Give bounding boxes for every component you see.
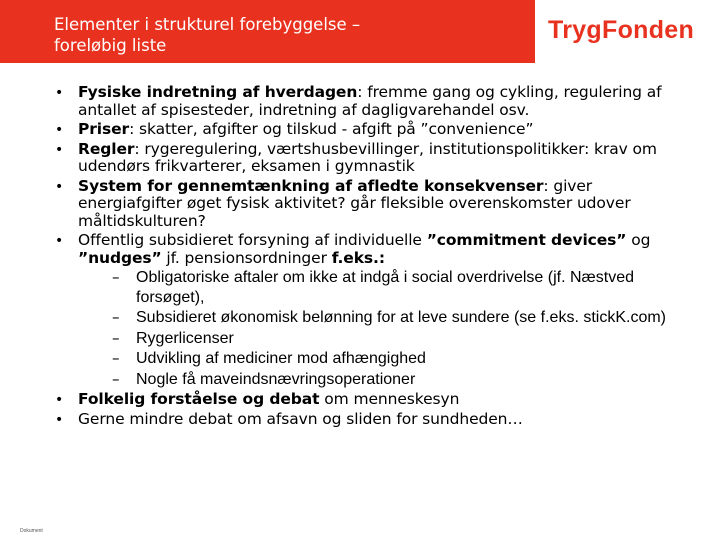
bullet-marker: • xyxy=(55,85,64,101)
bullet-text: Gerne mindre debat om afsavn og sliden for sundheden… xyxy=(78,409,523,428)
title-banner xyxy=(0,0,535,63)
bullet-text: og xyxy=(626,231,651,249)
bullet-text: : rygeregulering, værtshusbevillinger, institutionspolitikker: krav om udendørs frikvarterer, eksamen i gymnastik xyxy=(78,139,657,175)
bullet-heading: System for gennemtænkning af afledte konsekvenser xyxy=(78,176,544,195)
sub-bullet-item xyxy=(0,308,720,328)
slide-title-line-1: Elementer i strukturel forebyggelse – xyxy=(54,15,361,34)
bullet-emphasis-commitment: ”commitment devices” xyxy=(426,231,627,249)
sub-bullet-text: Udvikling af mediciner mod afhængighed xyxy=(136,350,426,367)
bullet-heading: Priser xyxy=(78,120,130,138)
bullet-marker: • xyxy=(55,122,64,138)
bullet-marker: • xyxy=(55,392,64,408)
bullet-item-rules xyxy=(0,141,720,176)
slide-title-line-2: foreløbig liste xyxy=(54,36,167,55)
bullet-heading: Regler xyxy=(78,139,135,158)
bullet-emphasis-feks: f.eks.: xyxy=(331,248,385,267)
bullet-item-less-debate xyxy=(0,411,720,429)
dash-marker: – xyxy=(112,349,120,367)
bullet-marker: • xyxy=(55,178,64,195)
bullet-item-public-supply xyxy=(0,232,720,267)
bullet-marker: • xyxy=(55,233,64,249)
sub-bullet-item xyxy=(0,268,720,307)
bullet-text: : fremme gang og cykling, regulering af antallet af spisesteder, indretning af dagligvarehandel osv. xyxy=(78,83,662,119)
bullet-emphasis-nudges: ”nudges” xyxy=(78,248,162,267)
sub-bullet-item xyxy=(0,329,720,349)
bullet-marker: • xyxy=(55,141,64,158)
bullet-list xyxy=(0,84,720,428)
bullet-item-system xyxy=(0,178,720,231)
bullet-marker: • xyxy=(55,411,64,428)
bullet-text: : skatter, afgifter og tilskud - afgift på ”convenience” xyxy=(129,120,534,138)
sub-bullet-text: Obligatoriske aftaler om ikke at indgå i social overdrivelse (jf. Næstved forsøget), xyxy=(136,269,634,306)
dash-marker: – xyxy=(112,308,120,326)
dash-marker: – xyxy=(112,328,120,347)
dash-marker: – xyxy=(112,268,120,286)
sub-bullet-item xyxy=(0,370,720,390)
trygfonden-logo: TrygFonden xyxy=(548,16,695,44)
footer-label: Dokument xyxy=(20,528,43,534)
bullet-text: Offentlig subsidieret forsyning af individuelle xyxy=(78,231,427,249)
bullet-heading: Fysiske indretning af hverdagen xyxy=(78,83,358,101)
bullet-text: om menneskesyn xyxy=(319,390,460,408)
sub-bullet-text: Nogle få maveindsnævringsoperationer xyxy=(136,370,416,388)
bullet-text: : giver energiafgifter øget fysisk aktivitet? går fleksible overenskomster udover måltidskulturen? xyxy=(78,176,631,230)
sub-bullet-text: Rygerlicenser xyxy=(136,329,234,347)
sub-bullet-item xyxy=(0,349,720,369)
bullet-item-physical xyxy=(0,84,720,119)
bullet-heading: Folkelig forståelse og debat xyxy=(78,390,320,408)
bullet-item-public-understanding xyxy=(0,391,720,409)
dash-marker: – xyxy=(112,369,120,388)
sub-bullet-text: Subsidieret økonomisk belønning for at leve sundere (se f.eks. stickK.com) xyxy=(136,309,666,326)
bullet-text: jf. pensionsordninger xyxy=(161,248,332,267)
bullet-item-prices xyxy=(0,121,720,139)
